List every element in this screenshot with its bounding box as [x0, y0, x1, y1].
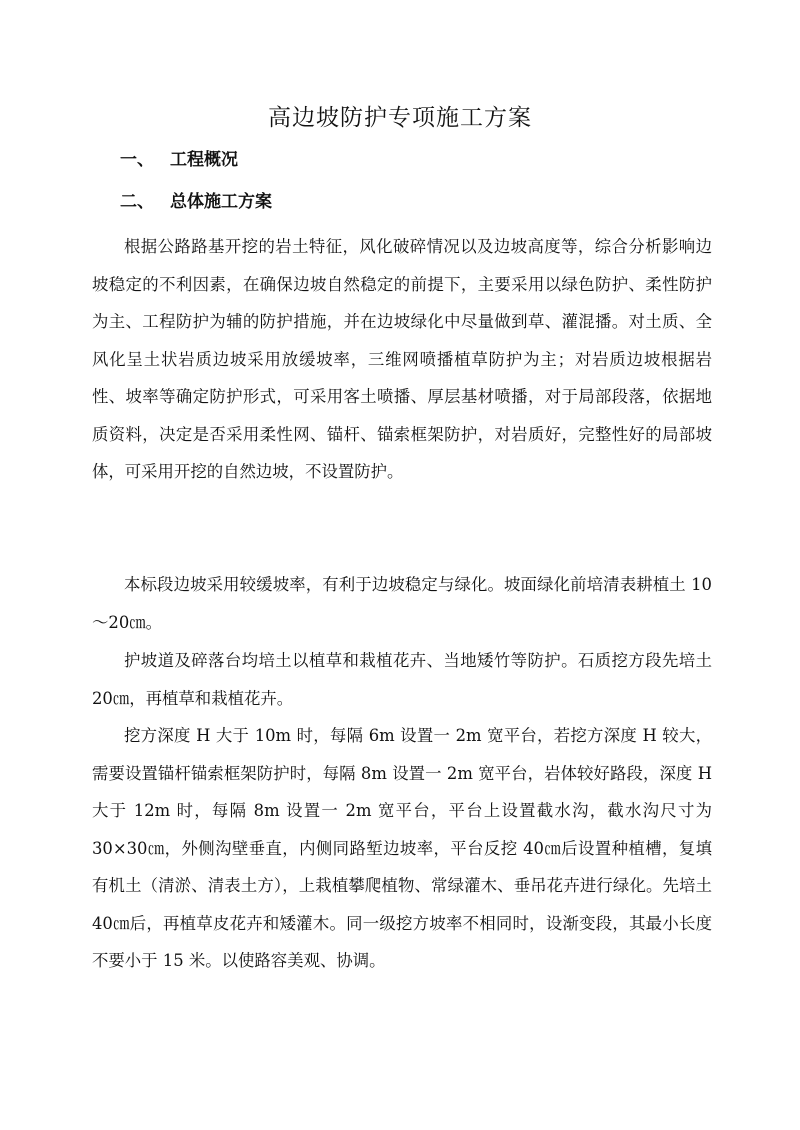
section-heading-overview	[120, 146, 238, 174]
section-heading-construction-plan	[120, 188, 272, 216]
paragraph-slope-protection-principles: 根据公路路基开挖的岩土特征，风化破碎情况以及边坡高度等，综合分析影响边坡稳定的不利因素，在确保边坡自然稳定的前提下，主要采用以绿色防护、柔性防护为主、工程防护为辅的防护措施，并在边坡绿化中尽量做到草、灌混播。对土质、全风化呈土状岩质边坡采用放缓坡率，三维网喷播植草防护为主；对岩质边坡根据岩性、坡率等确定防护形式，可采用客土喷播、厚层基材喷播，对于局部段落，依据地质资料，决定是否采用柔性网、锚杆、锚索框架防护，对岩质好，完整性好的局部坡体，可采用开挖的自然边坡，不设置防护。	[92, 237, 712, 481]
paragraph-excavation-platforms: 挖方深度 H 大于 10m 时，每隔 6m 设置一 2m 宽平台，若挖方深度 H 较大，需要设置锚杆锚索框架防护时，每隔 8m 设置一 2m 宽平台，岩体较好路段，深度 H 大于 12m 时，每隔 8m 设置一 2m 宽平台，平台上设置截水沟，截水沟尺寸为 30×30㎝，外侧沟壁垂直，内侧同路堑边坡率，平台反挖 40㎝后设置种植槽，复填有机土（清淤、清表土方），上栽植攀爬植物、常绿灌木、垂吊花卉进行绿化。先培土 40㎝后，再植草皮花卉和矮灌木。同一级挖方坡率不相同时，设渐变段，其最小长度不要小于 15 米。以使路容美观、协调。	[92, 726, 712, 970]
paragraph-gentle-slope-greening: 本标段边坡采用较缓坡率，有利于边坡稳定与绿化。坡面绿化前培清表耕植土 10～20㎝。	[92, 575, 712, 632]
section-number: 二、	[120, 192, 154, 212]
section-title: 工程概况	[170, 150, 238, 170]
document-title: 高边坡防护专项施工方案	[268, 105, 532, 131]
paragraph-berm-planting: 护坡道及碎落台均培土以植草和栽植花卉、当地矮竹等防护。石质挖方段先培土 20㎝，再植草和栽植花卉。	[92, 651, 712, 708]
section-title: 总体施工方案	[170, 192, 272, 212]
section-number: 一、	[120, 150, 154, 170]
